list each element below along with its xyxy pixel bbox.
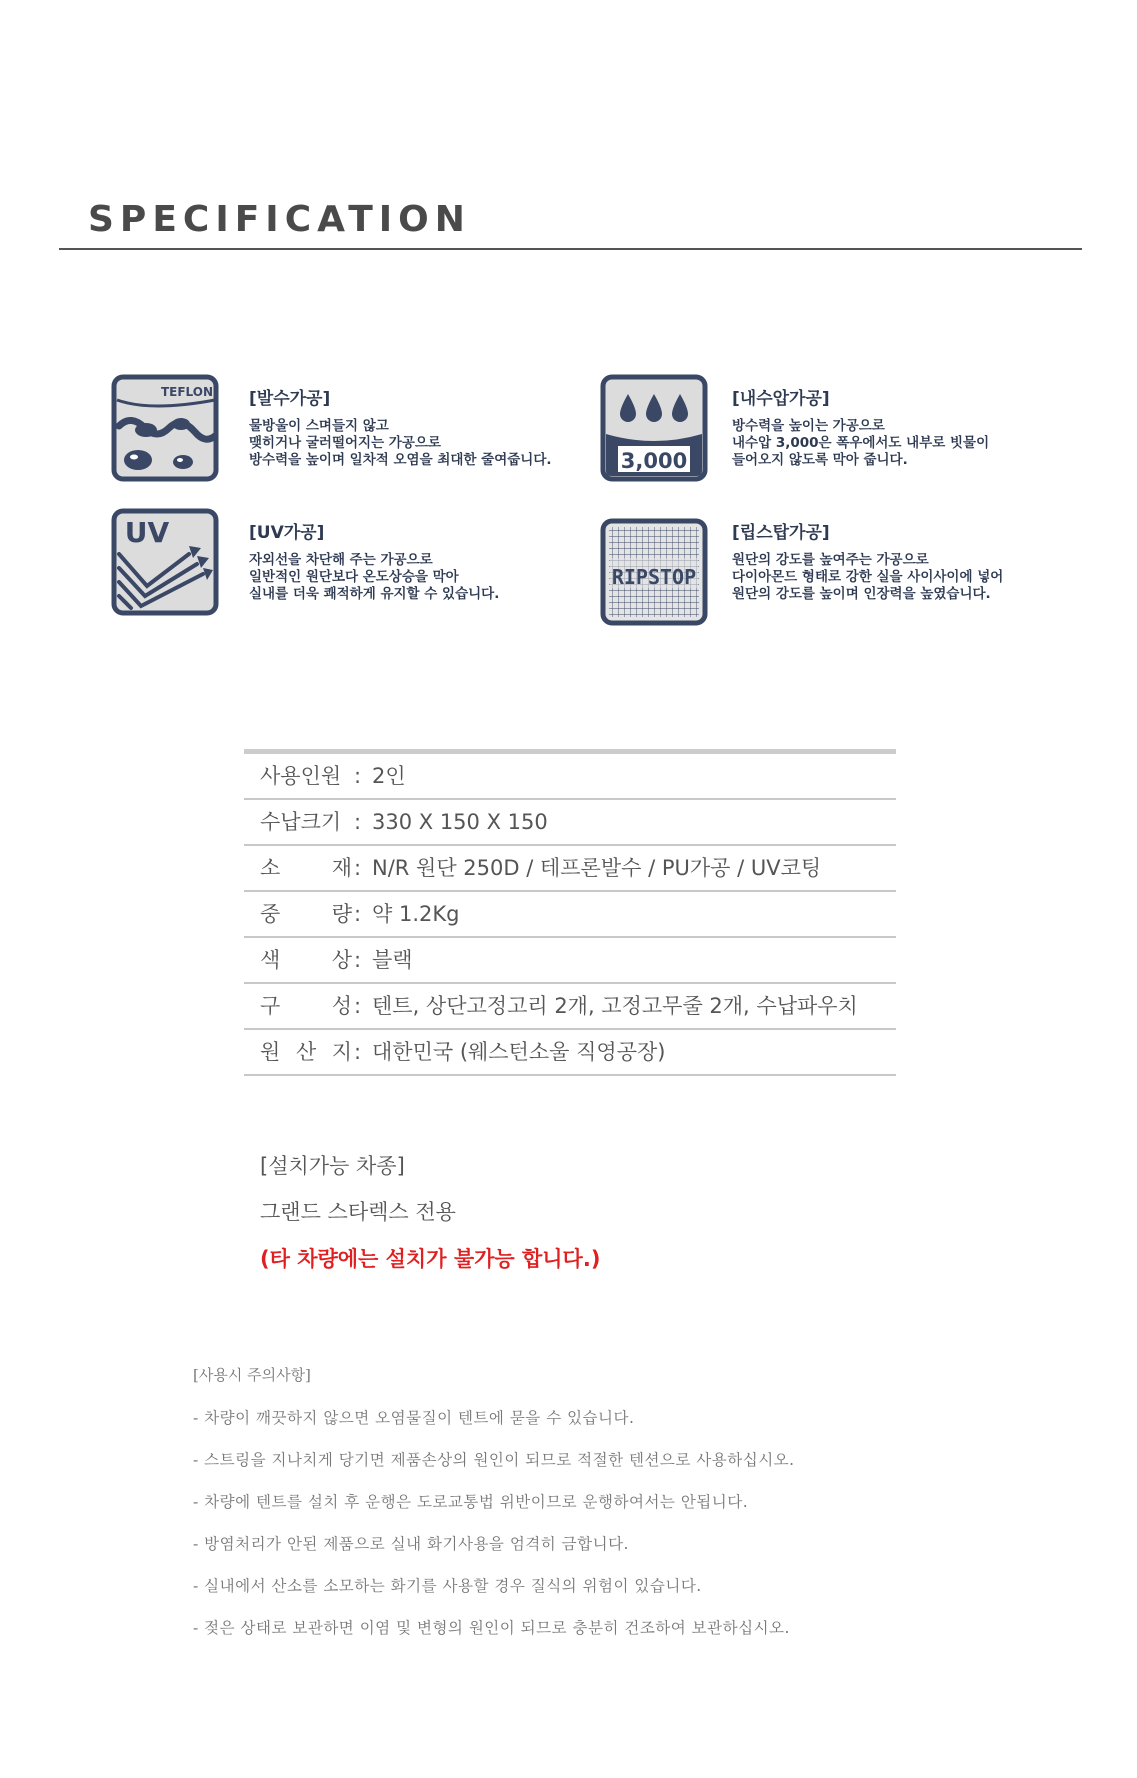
- uv-icon: [111, 508, 219, 616]
- spec-colon: :: [354, 948, 362, 972]
- spec-row-origin: [244, 1030, 896, 1076]
- water-pressure-icon-label: 3,000: [620, 449, 688, 473]
- spec-value: 330 X 150 X 150: [372, 810, 548, 834]
- spec-label: 수납크기: [260, 810, 342, 834]
- feature-desc-line: 내수압 3,000은 폭우에서도 내부로 빗물이: [732, 435, 990, 451]
- spec-value: 텐트, 상단고정고리 2개, 고정고무줄 2개, 수납파우치: [372, 994, 858, 1018]
- page-title: SPECIFICATION: [88, 199, 471, 240]
- teflon-icon: [111, 374, 219, 482]
- spec-colon: :: [354, 856, 362, 880]
- spec-colon: :: [354, 902, 362, 926]
- feature-uv: [111, 508, 611, 623]
- feature-water-repellent: [111, 374, 611, 489]
- feature-desc-line: 다이아몬드 형태로 강한 실을 사이사이에 넣어: [732, 569, 1004, 585]
- feature-desc-line: 일반적인 원단보다 온도상승을 막아: [249, 569, 459, 585]
- spec-colon: :: [354, 994, 362, 1018]
- spec-value: 2인: [372, 764, 406, 788]
- title-divider: [59, 248, 1082, 250]
- spec-row-color: [244, 938, 896, 984]
- spec-value: 블랙: [372, 948, 413, 972]
- feature-title: [립스탑가공]: [732, 523, 830, 543]
- spec-value: 대한민국 (웨스턴소울 직영공장): [372, 1040, 666, 1064]
- spec-value: 약 1.2Kg: [372, 902, 460, 926]
- feature-water-pressure: [600, 374, 1100, 489]
- feature-desc-line: 자외선을 차단해 주는 가공으로: [249, 552, 433, 568]
- spec-colon: :: [354, 810, 362, 834]
- feature-desc-line: 원단의 강도를 높이며 인장력을 높였습니다.: [732, 586, 991, 602]
- feature-desc-line: 원단의 강도를 높여주는 가공으로: [732, 552, 929, 568]
- spec-label: 원 산 지: [260, 1040, 352, 1064]
- feature-title: [발수가공]: [249, 389, 331, 409]
- caution-item: - 실내에서 산소를 소모하는 화기를 사용할 경우 질식의 위험이 있습니다.: [193, 1577, 702, 1595]
- caution-item: - 방염처리가 안된 제품으로 실내 화기사용을 엄격히 금합니다.: [193, 1535, 629, 1553]
- water-pressure-icon: [600, 374, 708, 482]
- feature-desc-line: 들어오지 않도록 막아 줍니다.: [732, 452, 908, 468]
- spec-row-material: [244, 846, 896, 892]
- install-warning: (타 차량에는 설치가 불가능 합니다.): [260, 1247, 601, 1271]
- feature-title: [내수압가공]: [732, 389, 830, 409]
- feature-ripstop: [600, 518, 1100, 633]
- spec-label: 색 상: [260, 948, 352, 972]
- spec-label: 구 성: [260, 994, 352, 1018]
- caution-title: [사용시 주의사항]: [193, 1366, 311, 1384]
- feature-desc-line: 맺히거나 굴러떨어지는 가공으로: [249, 435, 441, 451]
- spec-colon: :: [354, 764, 362, 788]
- feature-desc-line: 방수력을 높이는 가공으로: [732, 418, 885, 434]
- install-vehicle: 그랜드 스타렉스 전용: [260, 1200, 456, 1224]
- feature-title: [UV가공]: [249, 523, 325, 543]
- caution-item: - 차량이 깨끗하지 않으면 오염물질이 텐트에 묻을 수 있습니다.: [193, 1409, 635, 1427]
- ripstop-icon-label: RIPSTOP: [611, 565, 697, 589]
- spec-row-storage-size: [244, 800, 896, 846]
- spec-label: 중 량: [260, 902, 352, 926]
- feature-desc-line: 방수력을 높이며 일차적 오염을 최대한 줄여줍니다.: [249, 452, 552, 468]
- feature-desc-line: 물방울이 스며들지 않고: [249, 418, 389, 434]
- spec-value: N/R 원단 250D / 테프론발수 / PU가공 / UV코팅: [372, 856, 822, 880]
- feature-desc-line: 실내를 더욱 쾌적하게 유지할 수 있습니다.: [249, 586, 500, 602]
- caution-item: - 젖은 상태로 보관하면 이염 및 변형의 원인이 되므로 충분히 건조하여 보관하십시오.: [193, 1619, 790, 1637]
- spec-table: [244, 749, 896, 1076]
- spec-row-weight: [244, 892, 896, 938]
- caution-item: - 차량에 텐트를 설치 후 운행은 도로교통법 위반이므로 운행하여서는 안됩니다.: [193, 1493, 749, 1511]
- install-heading: [설치가능 차종]: [260, 1154, 405, 1178]
- ripstop-icon: [600, 518, 708, 626]
- caution-item: - 스트링을 지나치게 당기면 제품손상의 원인이 되므로 적절한 텐션으로 사용하십시오.: [193, 1451, 795, 1469]
- teflon-icon-label: TEFLON: [160, 385, 214, 399]
- spec-row-capacity: [244, 754, 896, 800]
- spec-label: 사용인원: [260, 764, 342, 788]
- spec-colon: :: [354, 1040, 362, 1064]
- uv-icon-label: UV: [124, 516, 170, 549]
- spec-row-components: [244, 984, 896, 1030]
- spec-label: 소 재: [260, 856, 352, 880]
